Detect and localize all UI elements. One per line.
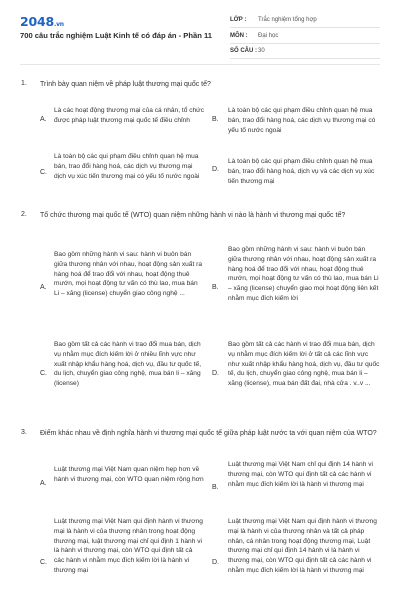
meta-value: Trắc nghiệm tổng hợp	[258, 17, 317, 23]
header-divider	[20, 64, 380, 65]
site-logo[interactable]	[20, 14, 64, 29]
option-d-text[interactable]: Là toàn bộ các qui phạm điều chỉnh quan hệ mua bán, trao đổi hàng hoá, dịch vụ và các dịch vụ xúc tiến thương mại	[228, 158, 375, 185]
meta-value: Đại học	[258, 33, 279, 39]
option-b-text[interactable]: Bao gồm những hành vi sau: hành vi buôn bán giữa thương nhân với nhau, hoạt động sản xuất ra hàng hoá để trao đổi với nhau, hoạt động thuê mướn, mọi hoạt động tư vấn có thù lao, mua bán Li – xăng (license) chuyển giao mọi hoạt động liên kết nhằm mục đích kiếm lời	[228, 246, 379, 302]
option-letter[interactable]: B.	[212, 484, 219, 491]
meta-value: 30	[258, 48, 265, 54]
option-letter[interactable]: A.	[40, 116, 47, 123]
option-b-text[interactable]: Luật thương mại Việt Nam chỉ qui định 14 hành vi thương mại, còn WTO qui định tất cả các hành vi nhằm mục đích kiếm lời là hành vi thương mại	[228, 461, 373, 488]
option-a-text[interactable]: Bao gồm những hành vi sau: hành vi buôn bán giữa thương nhân với nhau, hoạt động sản xuất ra hàng hoá để trao đổi với nhau, hoạt động thuê mướn, mọi hoạt động tư vấn có thù lao, mua bán Li – xăng (license) chuyển giao công nghệ ...	[54, 251, 202, 298]
logo-tld: .vn	[54, 21, 64, 28]
option-c-text[interactable]: Luật thương mại Việt Nam qui định hành vi thương mại là hành vi của thương nhân trong hoạt động thương mại, luật thương mại chỉ qui định 1 hành vi là hành vi thương mại, còn WTO qui định tất cả các hành vi nhằm mục đích kiếm lời là hành vi thương mại	[54, 518, 203, 574]
option-letter[interactable]: C.	[40, 169, 47, 176]
option-letter[interactable]: C.	[40, 370, 47, 377]
meta-label: LỚP :	[230, 17, 247, 23]
option-c-text[interactable]: Là toàn bộ các qui phạm điều chỉnh quan hệ mua bán, trao đổi hàng hoá, các dịch vụ thương mại dịch vụ xúc tiến thương mại có yếu tố nước ngoài	[54, 153, 200, 180]
option-d-text[interactable]: Bao gồm tất cả các hành vi trao đổi mua bán, dịch vụ nhằm mục đích kiếm lời ở tất cả các lĩnh vực như xuất nhập khẩu hàng hoá, dịch vụ, đầu tư quốc tế, du lịch, chuyển giao công nghệ, mua bán li – xăng (license), mua bán đất đai, nhà cửa . v..v ...	[228, 341, 380, 388]
option-letter[interactable]: D.	[212, 559, 219, 566]
meta-row-count	[230, 45, 380, 59]
document-title: 700 câu trắc nghiệm Luật Kinh tế có đáp án - Phần 11	[20, 31, 213, 40]
question-number: 3.	[21, 429, 27, 436]
question-number: 2.	[21, 211, 27, 218]
option-a-text[interactable]: Là các hoạt động thương mại của cá nhân, tổ chức được pháp luật thương mại quốc tế điều chỉnh	[54, 107, 204, 124]
question-text: Tổ chức thương mại quốc tế (WTO) quan niệm những hành vi nào là hành vi thương mại quốc tế?	[40, 212, 346, 219]
option-c-text[interactable]: Bao gồm tất cả các hành vi trao đổi mua bán, dịch vụ nhằm mục đích kiếm lời ở nhiều lĩnh vực như xuất nhập khẩu hàng hoá, dịch vụ, đầu tư quốc tế, du lịch, chuyển giao công nghệ, mua bán li – xăng (license)	[54, 341, 202, 388]
logo-main: 2048	[20, 14, 54, 29]
question-number: 1.	[21, 80, 27, 87]
meta-row-subject	[230, 30, 380, 44]
option-letter[interactable]: B.	[212, 116, 219, 123]
option-d-text[interactable]: Luật thương mại Việt Nam qui định hành vi thương mại là hành vi của thương nhân và tất cả pháp nhân, cá nhân trong hoạt động thương mại, Luật thương mại chỉ qui định 14 hành vi là hành vi thương mại, còn WTO qui định tất cả các hành vi nhằm mục đích kiếm lời là hành vi thương mại	[228, 518, 377, 574]
meta-row-class	[230, 14, 380, 28]
option-b-text[interactable]: Là toàn bộ các qui phạm điều chỉnh quan hệ mua bán, trao đổi hàng hoá, các dịch vụ thương mại có yếu tố nước ngoài	[228, 107, 376, 134]
question-text: Điểm khác nhau về định nghĩa hành vi thương mại quốc tế giữa pháp luật nước ta với quan niệm của WTO?	[40, 430, 377, 437]
meta-label: MÔN :	[230, 33, 248, 39]
option-letter[interactable]: D.	[212, 370, 219, 377]
option-letter[interactable]: C.	[40, 559, 47, 566]
meta-label: SỐ CÂU :	[230, 48, 257, 54]
option-a-text[interactable]: Luật thương mại Việt Nam quan niệm hẹp hơn về hành vi thương mại, còn WTO quan niệm rộng hơn	[54, 466, 204, 483]
page-header	[0, 0, 400, 62]
option-letter[interactable]: D.	[212, 166, 219, 173]
option-letter[interactable]: A.	[40, 284, 47, 291]
option-letter[interactable]: A.	[40, 480, 47, 487]
option-letter[interactable]: B.	[212, 284, 219, 291]
question-text: Trình bày quan niệm về pháp luật thương mại quốc tế?	[40, 81, 211, 88]
